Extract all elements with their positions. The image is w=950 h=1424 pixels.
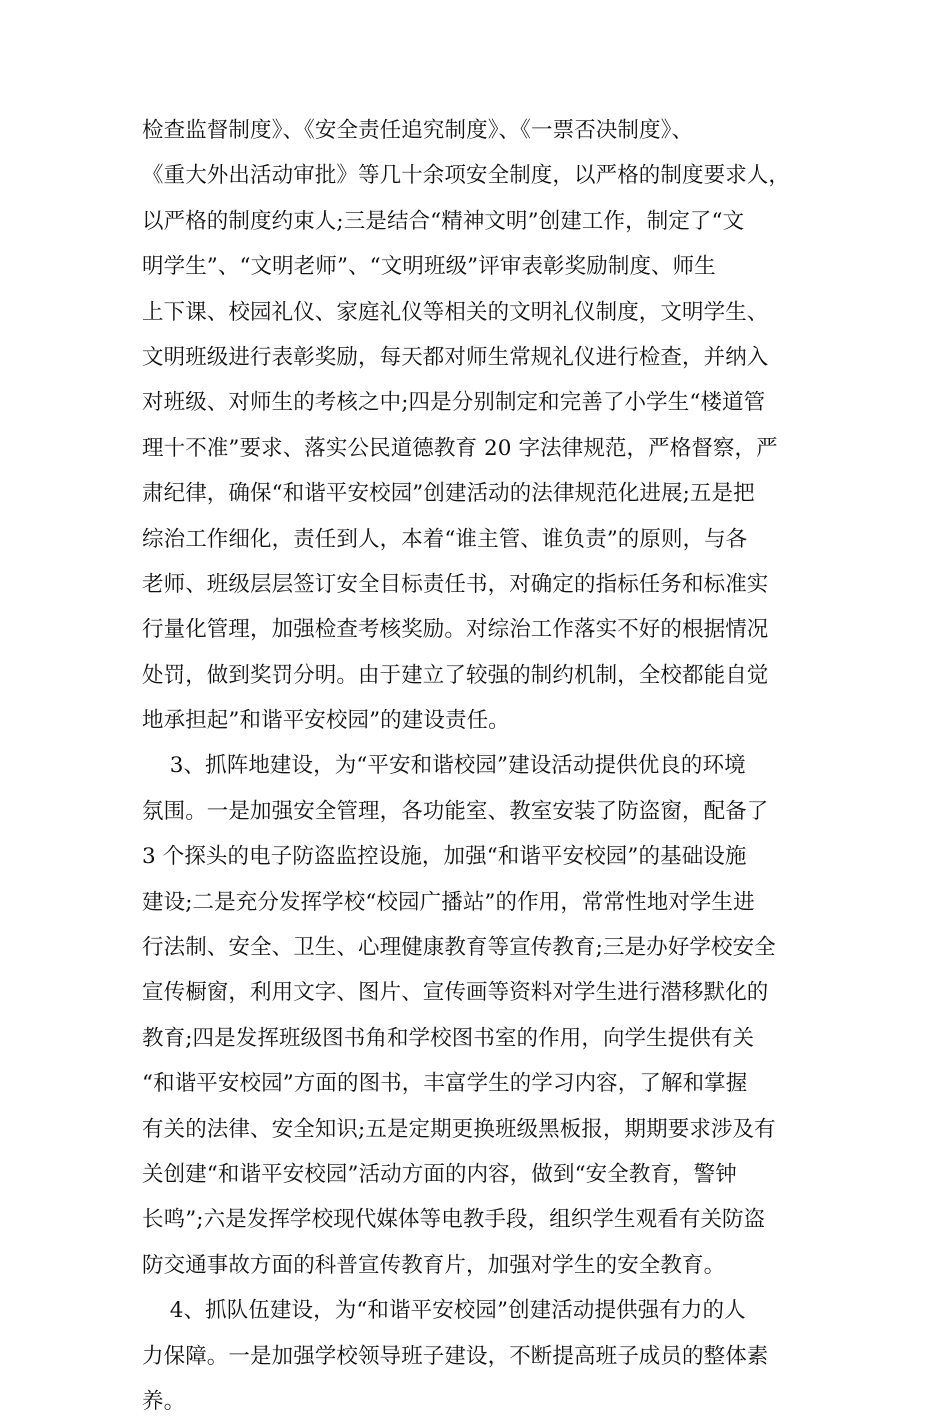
text-line: 长鸣”;六是发挥学校现代媒体等电教手段，组织学生观看有关防盗 bbox=[142, 1207, 766, 1233]
paragraph-4-first-line: 4、抓队伍建设，为“和谐平安校园”创建活动提供强有力的人 bbox=[142, 1298, 746, 1324]
text-line: 防交通事故方面的科普宣传教育片，加强对学生的安全教育。 bbox=[142, 1252, 726, 1278]
text-line: 地承担起”和谐平安校园”的建设责任。 bbox=[142, 708, 510, 734]
text-line: 检查监督制度》、《安全责任追究制度》、《一票否决制度》、 bbox=[142, 118, 694, 143]
text-line: 处罚，做到奖罚分明。由于建立了较强的制约机制，全校都能自觉 bbox=[142, 662, 769, 688]
document-body bbox=[142, 108, 812, 1424]
text-line: 以严格的制度约束人;三是结合“精神文明”创建工作，制定了“文 bbox=[142, 208, 745, 234]
text-line: 肃纪律，确保“和谐平安校园”创建活动的法律规范化进展;五是把 bbox=[142, 481, 755, 507]
text-line: 《重大外出活动审批》等几十余项安全制度，以严格的制度要求人， bbox=[142, 163, 791, 189]
text-line: 文明班级进行表彰奖励，每天都对师生常规礼仪进行检查，并纳入 bbox=[142, 344, 769, 370]
paragraph-3-first-line: 3、抓阵地建设，为“平安和谐校园”建设活动提供优良的环境 bbox=[142, 753, 746, 779]
text-line: 力保障。一是加强学校领导班子建设，不断提高班子成员的整体素 bbox=[142, 1343, 769, 1369]
text-line: 对班级、对师生的考核之中;四是分别制定和完善了小学生“楼道管 bbox=[142, 390, 766, 416]
text-line: 明学生”、“文明老师”、“文明班级”评审表彰奖励制度、师生 bbox=[142, 254, 716, 280]
text-line: 养。 bbox=[142, 1388, 186, 1414]
text-line: 行法制、安全、卫生、心理健康教育等宣传教育;三是办好学校安全 bbox=[142, 935, 776, 961]
text-line: 宣传橱窗，利用文字、图片、宣传画等资料对学生进行潜移默化的 bbox=[142, 980, 769, 1006]
text-line: 3 个探头的电子防盗监控设施，加强“和谐平安校园”的基础设施 bbox=[142, 844, 747, 870]
text-line: 建设;二是充分发挥学校“校园广播站”的作用，常常性地对学生进 bbox=[142, 889, 755, 915]
text-line: “和谐平安校园”方面的图书，丰富学生的学习内容，了解和掌握 bbox=[142, 1071, 748, 1097]
text-line: 理十不准”要求、落实公民道德教育 20 字法律规范，严格督察，严 bbox=[142, 435, 778, 461]
text-line: 上下课、校园礼仪、家庭礼仪等相关的文明礼仪制度，文明学生、 bbox=[142, 299, 769, 325]
text-line: 综治工作细化，责任到人，本着“谁主管、谁负责”的原则，与各 bbox=[142, 526, 748, 552]
text-line: 老师、班级层层签订安全目标责任书，对确定的指标任务和标准实 bbox=[142, 571, 769, 597]
text-line: 教育;四是发挥班级图书角和学校图书室的作用，向学生提供有关 bbox=[142, 1025, 755, 1051]
text-line: 行量化管理，加强检查考核奖励。对综治工作落实不好的根据情况 bbox=[142, 617, 769, 643]
text-line: 有关的法律、安全知识;五是定期更换班级黑板报，期期要求涉及有 bbox=[142, 1116, 776, 1142]
text-line: 氛围。一是加强安全管理，各功能室、教室安装了防盗窗，配备了 bbox=[142, 798, 769, 824]
text-line: 关创建“和谐平安校园”活动方面的内容，做到“安全教育，警钟 bbox=[142, 1161, 737, 1187]
